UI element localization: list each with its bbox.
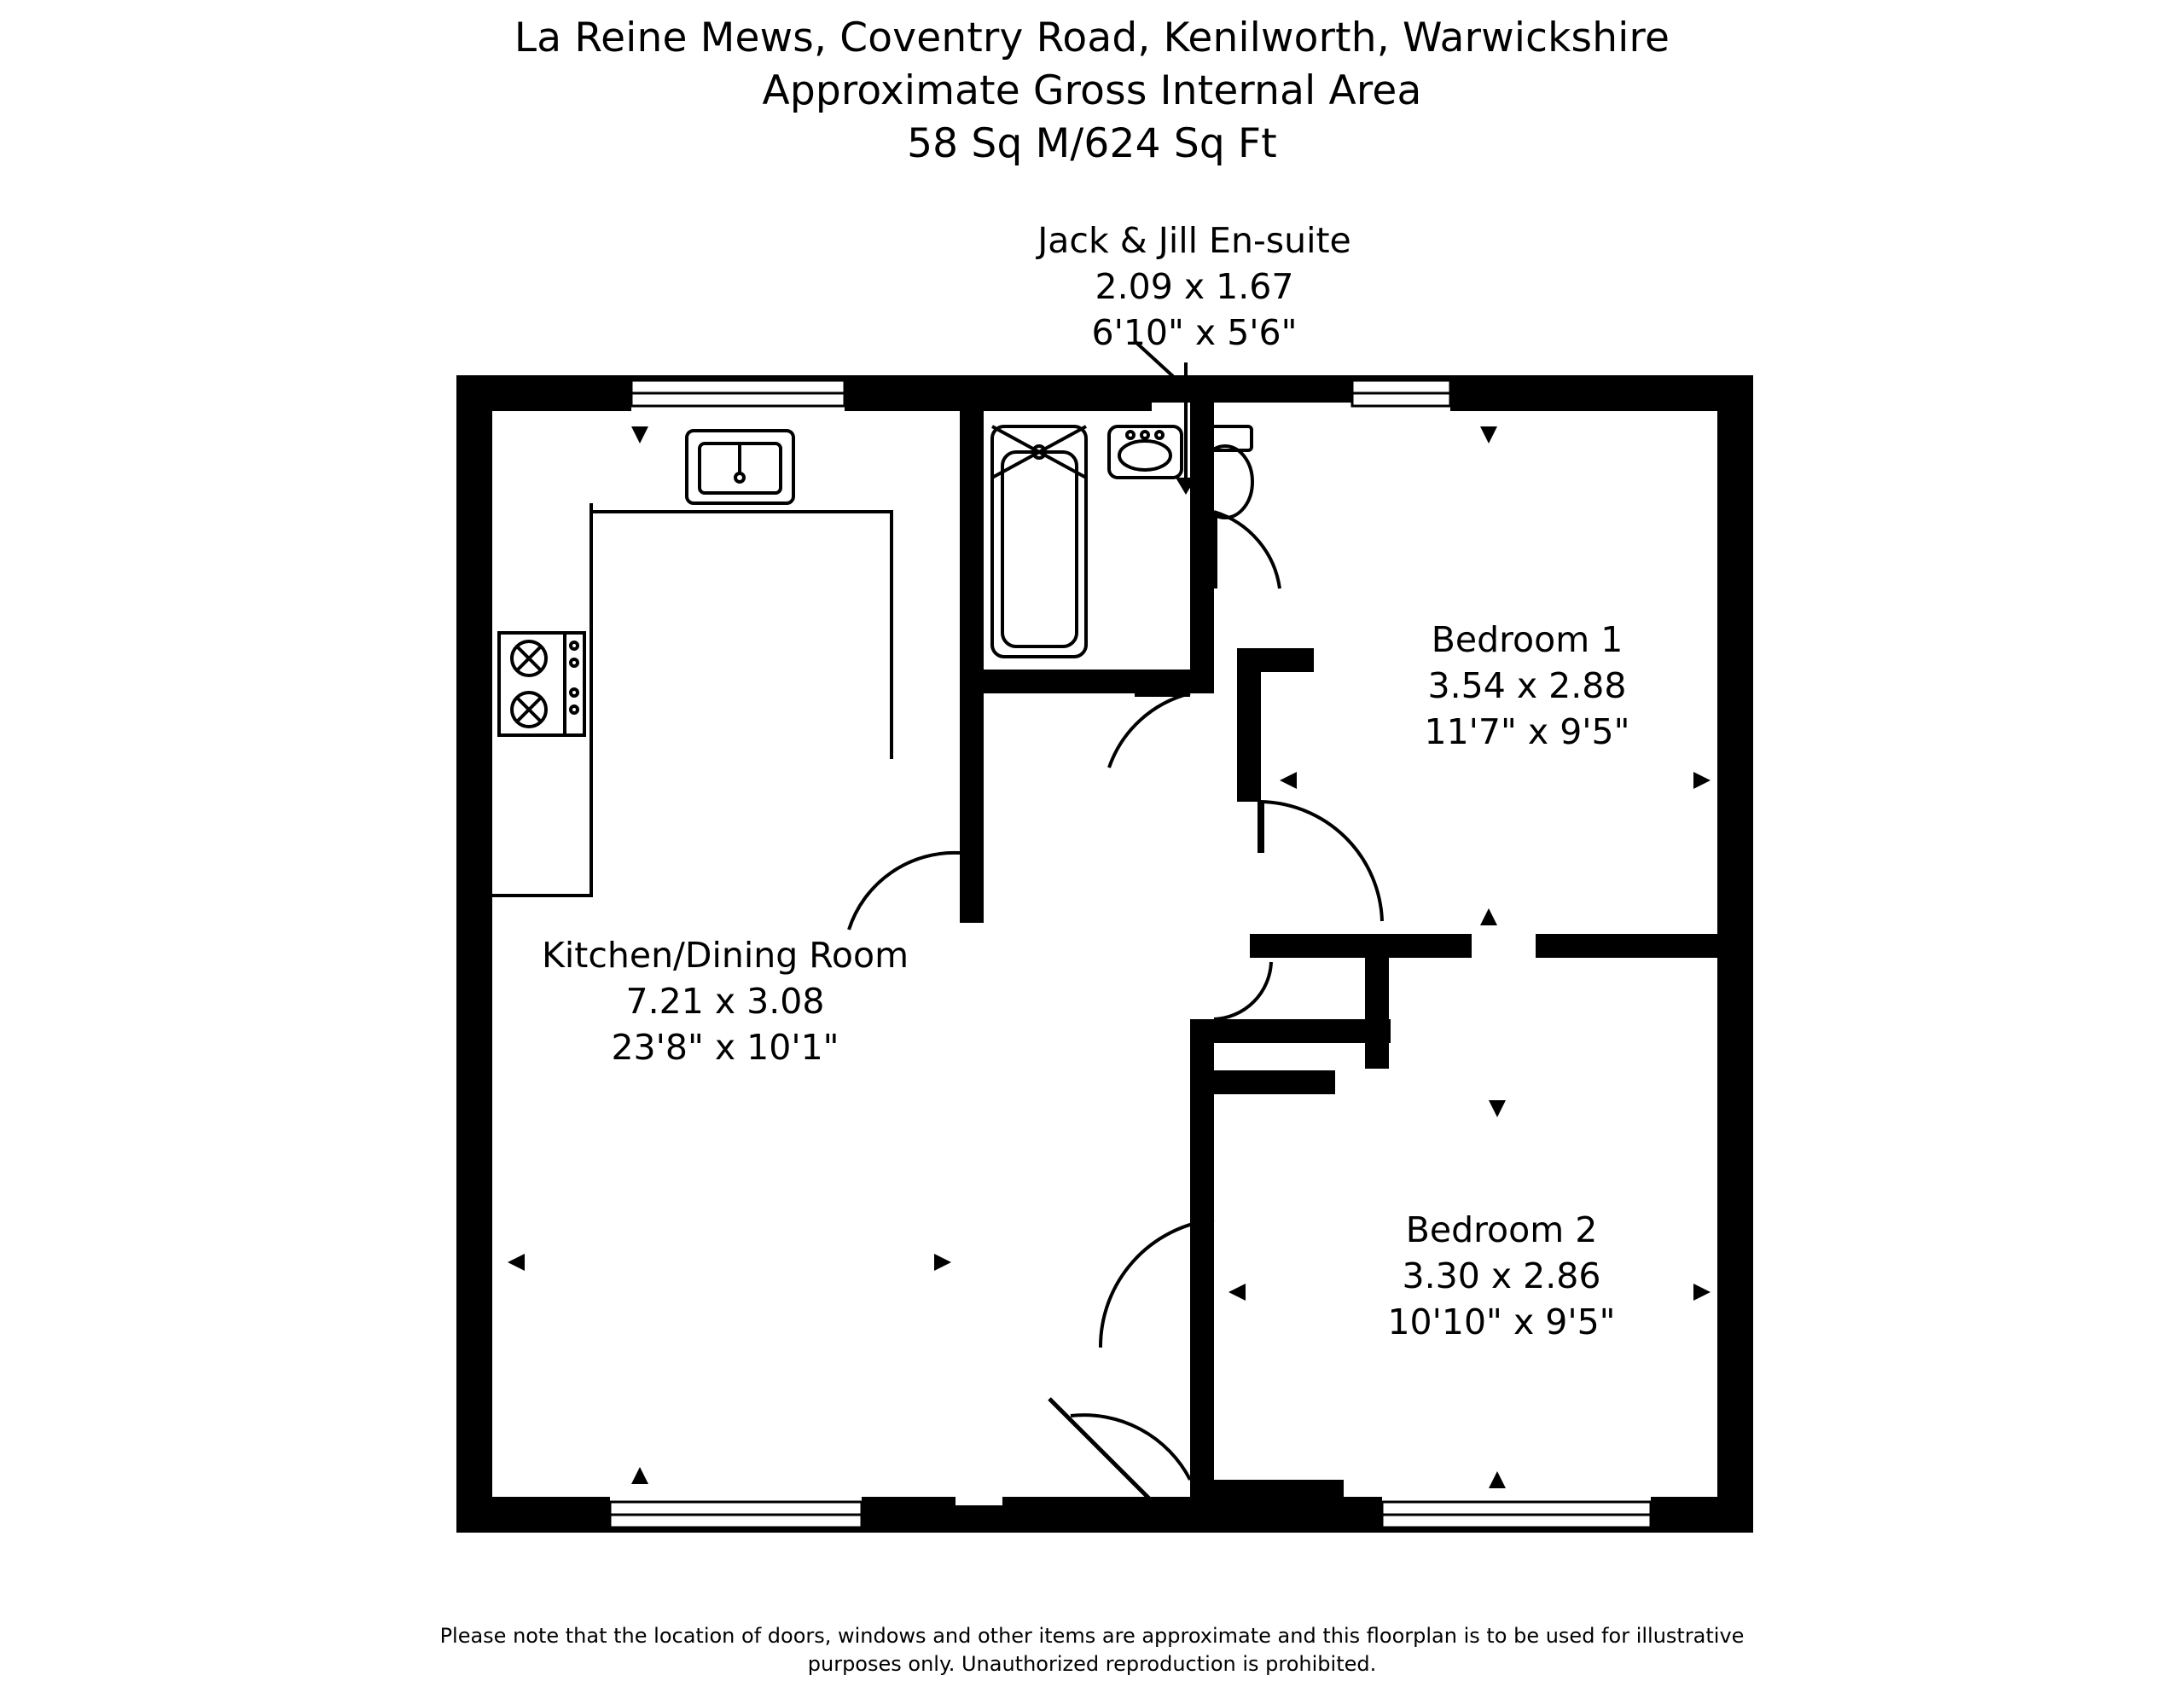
room-metric-bedroom1: 3.54 x 2.88 [1427, 665, 1627, 706]
room-name-bedroom1: Bedroom 1 [1431, 619, 1623, 660]
room-metric-kitchen: 7.21 x 3.08 [625, 981, 825, 1022]
room-imperial-kitchen: 23'8" x 10'1" [611, 1027, 839, 1068]
room-name-kitchen: Kitchen/Dining Room [541, 935, 909, 976]
page-title: La Reine Mews, Coventry Road, Kenilworth, Warwickshire [514, 14, 1670, 61]
room-imperial-ensuite: 6'10" x 5'6" [1091, 312, 1298, 353]
basin-fixture [1109, 426, 1182, 478]
room-imperial-bedroom2: 10'10" x 9'5" [1387, 1301, 1616, 1342]
disclaimer-line-1: Please note that the location of doors, windows and other items are approximate and this floorplan is to be used for illustrative [439, 1624, 1745, 1648]
kitchen-fittings [492, 503, 892, 896]
disclaimer-line-2: purposes only. Unauthorized reproduction is prohibited. [807, 1652, 1377, 1676]
disclaimer [0, 1622, 2184, 1678]
window-symbols [610, 380, 1651, 1528]
room-imperial-bedroom1: 11'7" x 9'5" [1424, 711, 1630, 752]
room-name-bedroom2: Bedroom 2 [1405, 1209, 1598, 1250]
sink-fixture [687, 431, 793, 503]
dimension-arrows [508, 426, 1711, 1488]
header-subtitle: Approximate Gross Internal Area [762, 67, 1422, 114]
room-metric-ensuite: 2.09 x 1.67 [1095, 266, 1294, 307]
bath-fixture [992, 426, 1086, 657]
header-area: 58 Sq M/624 Sq Ft [907, 120, 1277, 167]
room-metric-bedroom2: 3.30 x 2.86 [1402, 1255, 1601, 1296]
room-name-ensuite: Jack & Jill En-suite [1037, 220, 1351, 261]
hob-fixture [499, 633, 584, 735]
